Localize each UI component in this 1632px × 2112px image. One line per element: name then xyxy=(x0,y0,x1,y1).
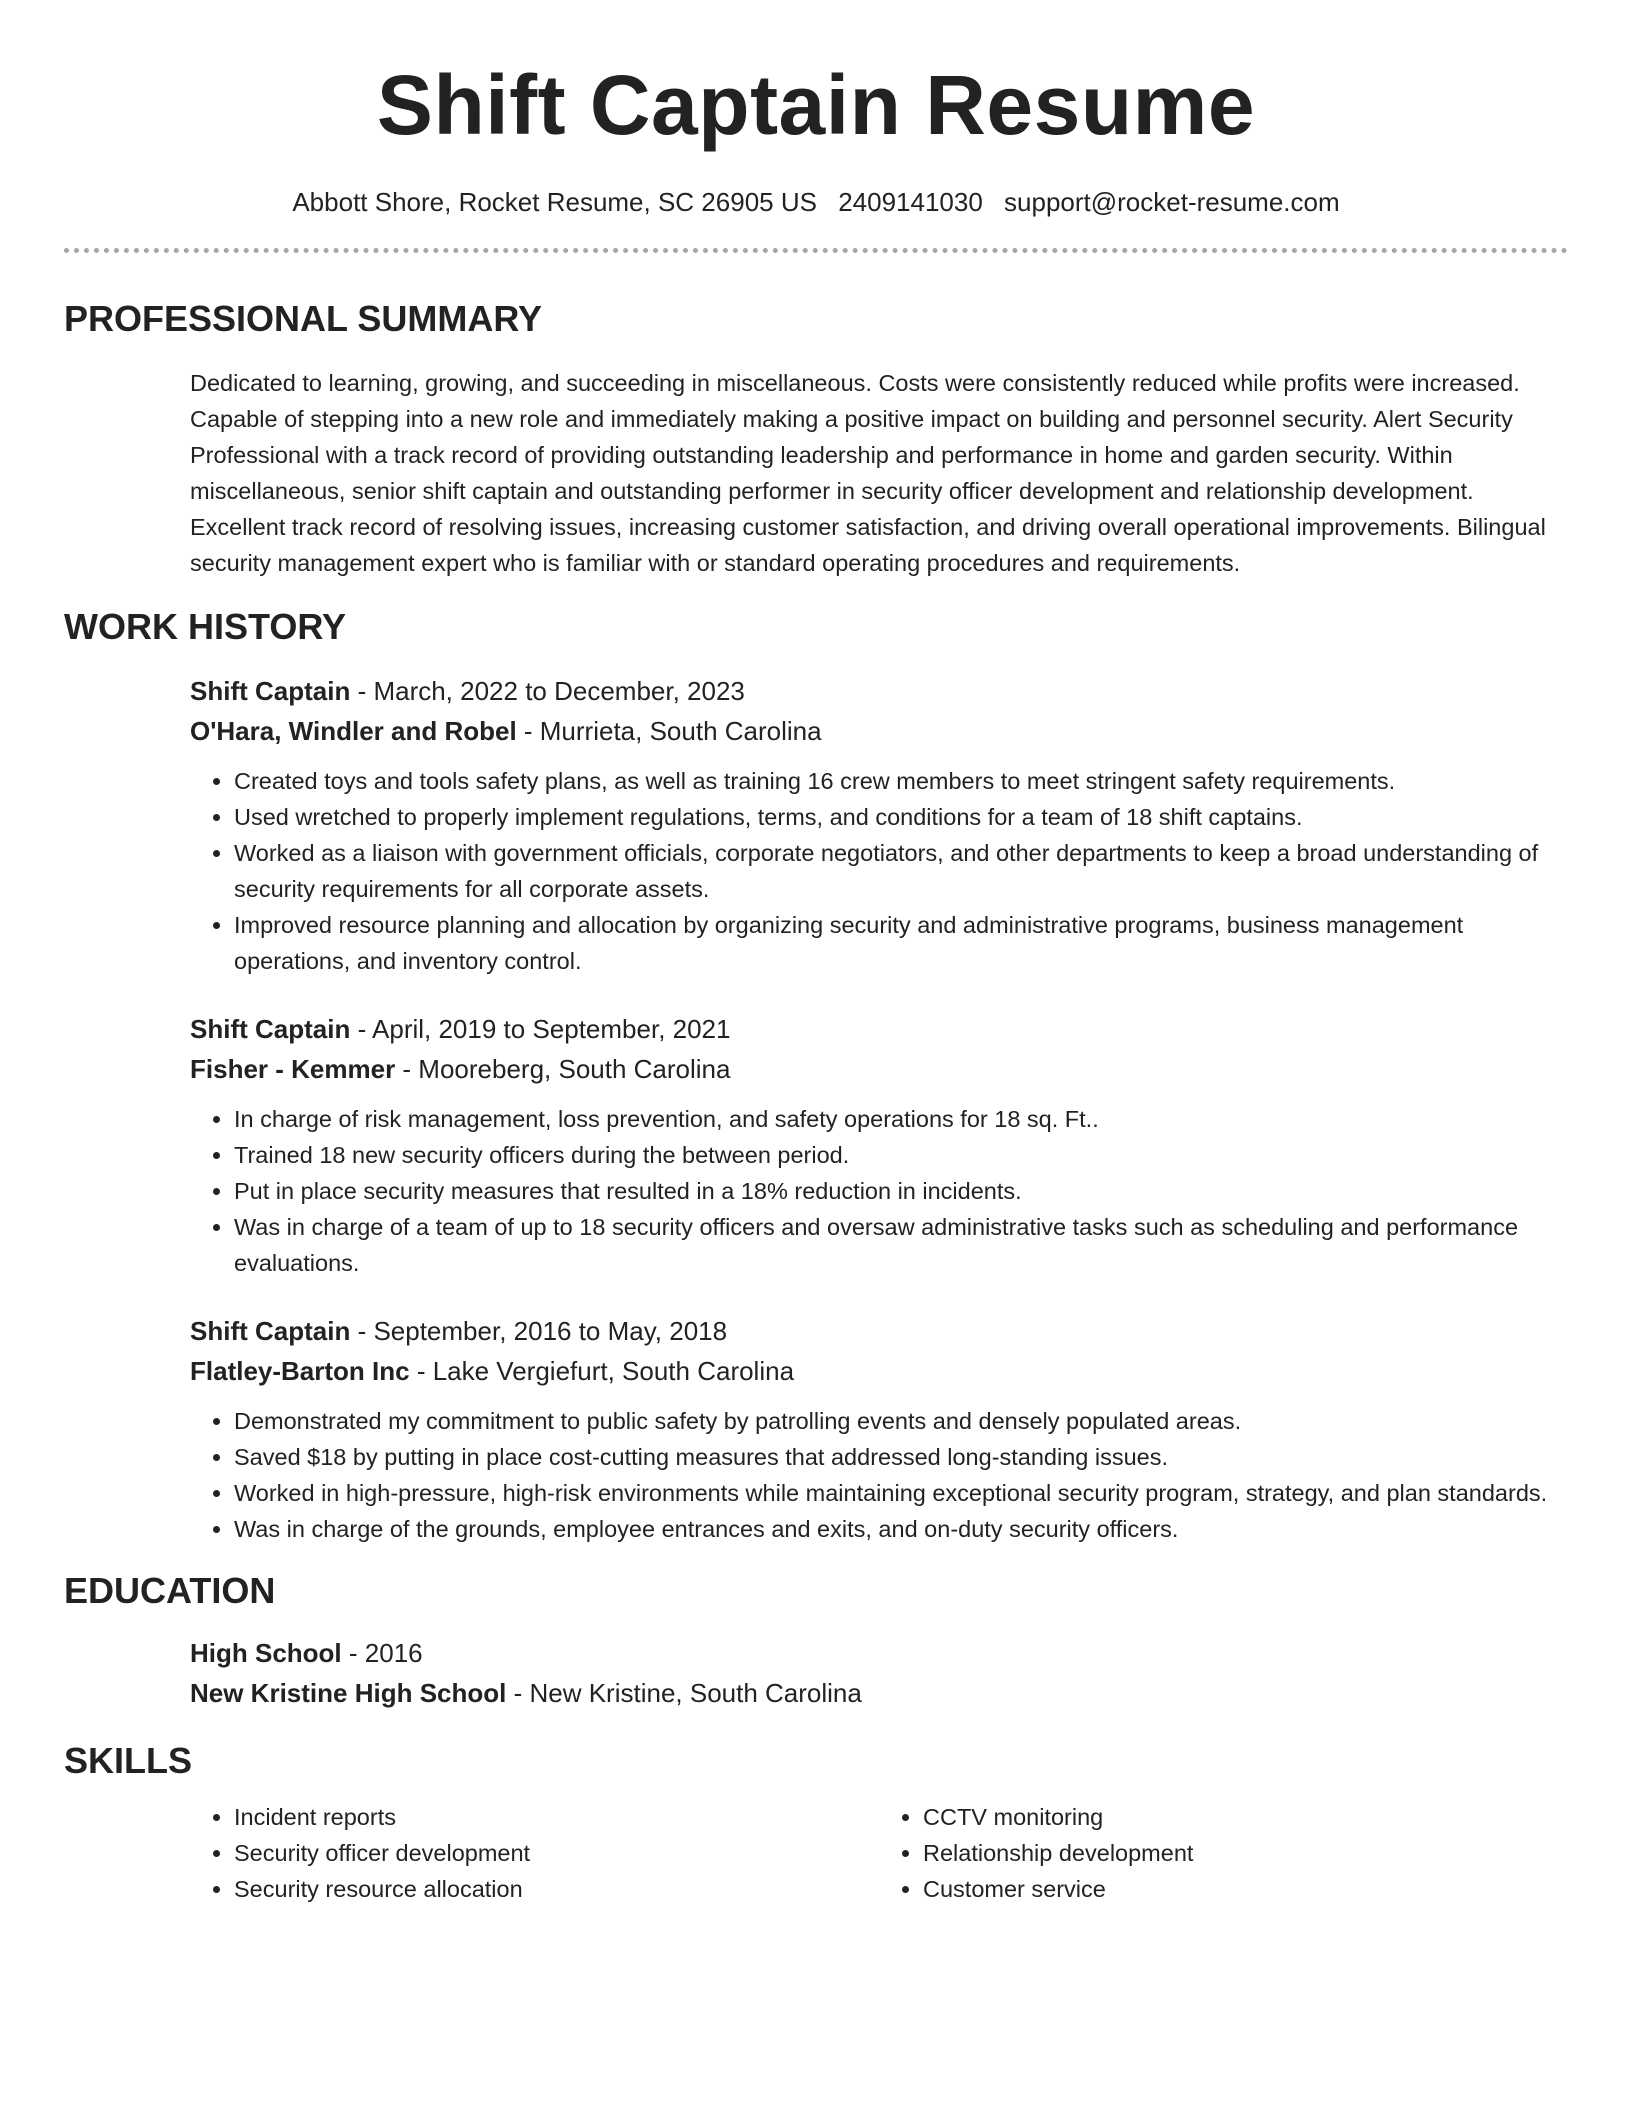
job-company: Flatley-Barton Inc xyxy=(190,1356,410,1386)
list-item: • Trained 18 new security officers during the between period. xyxy=(234,1137,1568,1173)
list-item: • Put in place security measures that resulted in a 18% reduction in incidents. xyxy=(234,1173,1568,1209)
job-dates: - March, 2022 to December, 2023 xyxy=(350,676,745,706)
skill-item: • Incident reports xyxy=(234,1799,879,1835)
contact-address: Abbott Shore, Rocket Resume, SC 26905 US xyxy=(292,187,817,217)
list-item: • Saved $18 by putting in place cost-cutting measures that addressed long-standing issues. xyxy=(234,1439,1568,1475)
education-school-line xyxy=(190,1673,1568,1713)
contact-phone: 2409141030 xyxy=(838,187,983,217)
job-company: O'Hara, Windler and Robel xyxy=(190,716,517,746)
list-item: • Demonstrated my commitment to public safety by patrolling events and densely populated areas. xyxy=(234,1403,1568,1439)
job-bullets xyxy=(190,763,1568,979)
skill-item: • Security resource allocation xyxy=(234,1871,879,1907)
list-item: • Used wretched to properly implement regulations, terms, and conditions for a team of 18 shift captains. xyxy=(234,799,1568,835)
education-entry xyxy=(190,1633,1568,1713)
job-title-line xyxy=(190,671,1568,711)
skills-column-right xyxy=(879,1799,1568,1907)
job-title-line xyxy=(190,1009,1568,1049)
skill-item: • Relationship development xyxy=(923,1835,1568,1871)
job-company-line xyxy=(190,1351,1568,1391)
education-degree: High School xyxy=(190,1638,342,1668)
job-company-line xyxy=(190,711,1568,751)
list-item: • Created toys and tools safety plans, as well as training 16 crew members to meet stringent safety requirements. xyxy=(234,763,1568,799)
skills-grid xyxy=(190,1799,1568,1907)
job-location: - Lake Vergiefurt, South Carolina xyxy=(409,1356,795,1386)
education-school: New Kristine High School xyxy=(190,1678,507,1708)
skill-item: • Customer service xyxy=(923,1871,1568,1907)
contact-email: support@rocket-resume.com xyxy=(1004,187,1340,217)
job-dates: - September, 2016 to May, 2018 xyxy=(350,1316,728,1346)
education-location: - New Kristine, South Carolina xyxy=(506,1678,862,1708)
job-bullets xyxy=(190,1101,1568,1281)
summary-text: Dedicated to learning, growing, and succeeding in miscellaneous. Costs were consistently reduced while profits were increased. Capable of stepping into a new role and immediately making a positive impact on building and personnel security. Alert Security Professional with a track record of providing outstanding leadership and performance in home and garden security. Within miscellaneous, senior shift captain and outstanding performer in security officer development and relationship development. Excellent track record of resolving issues, increasing customer satisfaction, and driving overall operational improvements. Bilingual security management expert who is familiar with or standard operating procedures and requirements. xyxy=(190,370,1546,576)
job-company: Fisher - Kemmer xyxy=(190,1054,396,1084)
job-location: - Mooreberg, South Carolina xyxy=(395,1054,731,1084)
list-item: • In charge of risk management, loss prevention, and safety operations for 18 sq. Ft.. xyxy=(234,1101,1568,1137)
job-entry xyxy=(190,671,1568,979)
job-entry xyxy=(190,1009,1568,1281)
job-title-line xyxy=(190,1311,1568,1351)
section-heading-summary: PROFESSIONAL SUMMARY xyxy=(64,298,543,339)
job-entry xyxy=(190,1311,1568,1547)
skill-item: • Security officer development xyxy=(234,1835,879,1871)
skills-column-left xyxy=(190,1799,879,1907)
header-divider xyxy=(64,248,1568,253)
job-bullets xyxy=(190,1403,1568,1547)
job-location: - Murrieta, South Carolina xyxy=(516,716,822,746)
job-title: Shift Captain xyxy=(190,676,351,706)
job-title: Shift Captain xyxy=(190,1014,351,1044)
list-item: • Was in charge of a team of up to 18 security officers and oversaw administrative tasks such as scheduling and performance evaluations. xyxy=(234,1209,1568,1281)
education-year: - 2016 xyxy=(341,1638,423,1668)
skill-item: • CCTV monitoring xyxy=(923,1799,1568,1835)
section-heading-work-history: WORK HISTORY xyxy=(64,606,347,647)
list-item: • Improved resource planning and allocation by organizing security and administrative programs, business management operations, and inventory control. xyxy=(234,907,1568,979)
list-item: • Was in charge of the grounds, employee entrances and exits, and on-duty security officers. xyxy=(234,1511,1568,1547)
education-degree-line xyxy=(190,1633,1568,1673)
page-title: Shift Captain Resume xyxy=(376,58,1256,152)
contact-line xyxy=(64,186,1568,218)
job-title: Shift Captain xyxy=(190,1316,351,1346)
job-company-line xyxy=(190,1049,1568,1089)
list-item: • Worked in high-pressure, high-risk environments while maintaining exceptional security program, strategy, and plan standards. xyxy=(234,1475,1568,1511)
job-dates: - April, 2019 to September, 2021 xyxy=(350,1014,731,1044)
section-heading-skills: SKILLS xyxy=(64,1740,193,1781)
list-item: • Worked as a liaison with government officials, corporate negotiators, and other departments to keep a broad understanding of security requirements for all corporate assets. xyxy=(234,835,1568,907)
section-heading-education: EDUCATION xyxy=(64,1570,276,1611)
